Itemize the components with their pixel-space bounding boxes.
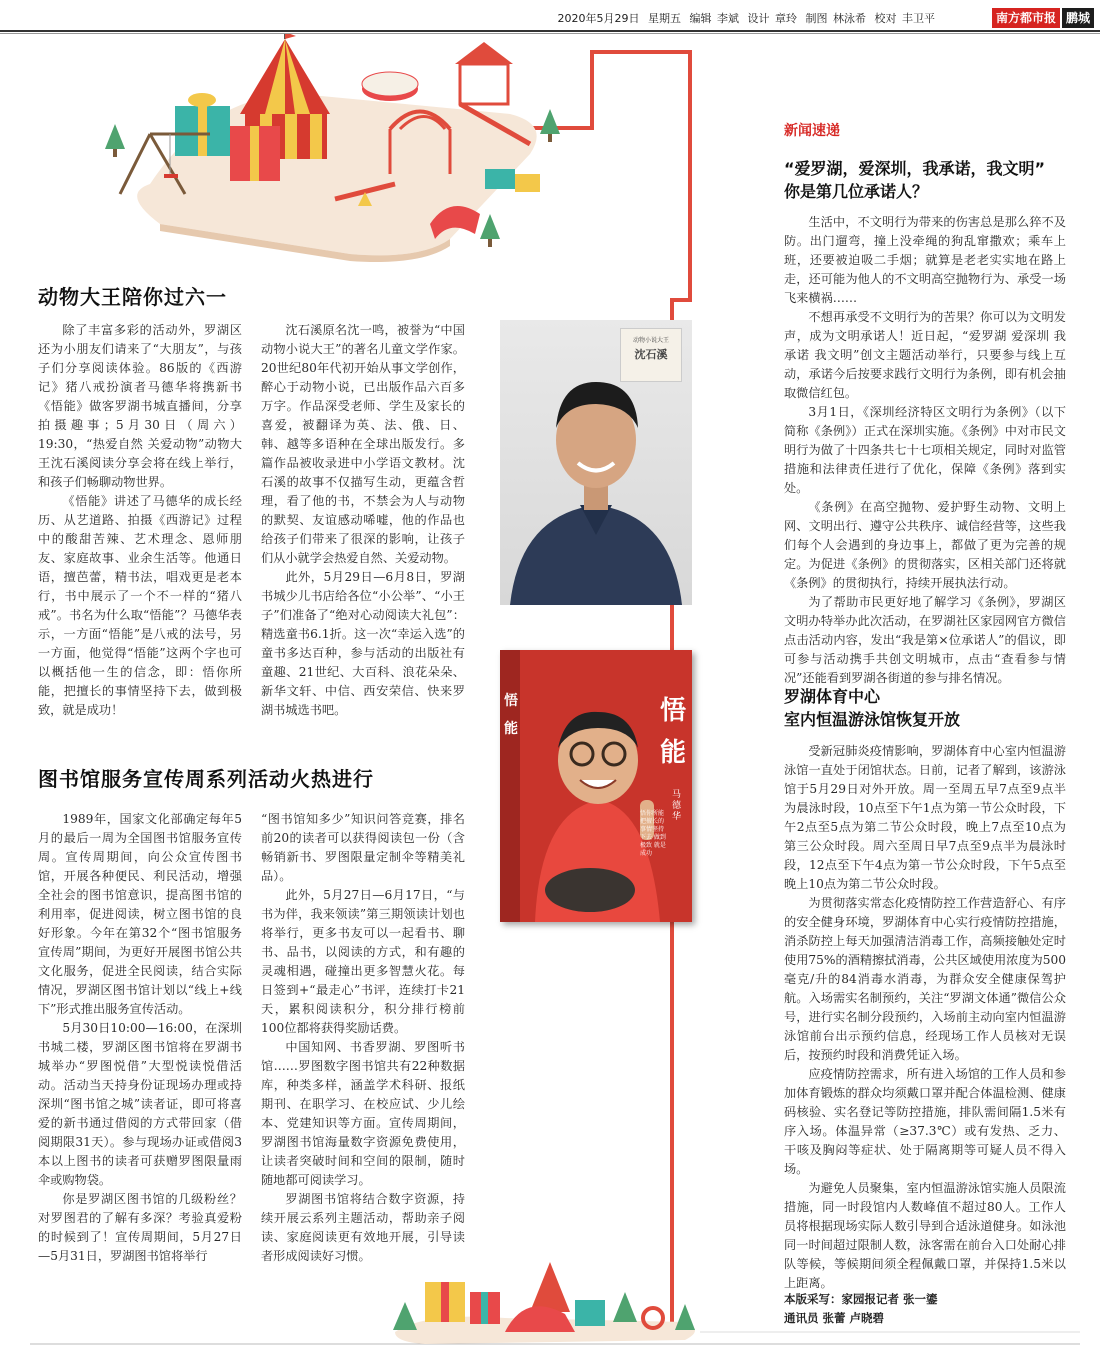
byline-correspondents: 通讯员 张蕾 卢晓碧: [784, 1311, 885, 1325]
weekday: 星期五: [648, 12, 681, 25]
issue-date: 2020年5月29日: [557, 12, 640, 25]
article1-title: 动物大王陪你过六一: [38, 285, 227, 309]
sidebar-tag: 新闻速递: [784, 123, 840, 139]
article1-col2: [261, 321, 465, 720]
author-photo: [500, 320, 692, 605]
story2-headline-line1: 罗湖体育中心: [784, 687, 881, 706]
article1-col1-para: 《悟能》讲述了马德华的成长经历、从艺道路、拍摄《西游记》过程中的酸甜苦辣、艺术理念、恩师朋友、家庭故事、业余生活等。他通日语，擅芭蕾，精书法，唱戏更是老本行，书中展示了一个不一样的“猪八戒”。书名为什么取“悟能”？马德华表示，一方面“悟能”是八戒的法号，另一方面，他觉得“悟能”这两个字也可以概括他一生的信念，即：悟你所能，把擅长的事情坚持下去，做到极致，就是成功！: [38, 494, 242, 717]
proof-label: 校对: [874, 12, 897, 25]
story1-para: 3月1日，《深圳经济特区文明行为条例》（以下简称《条例》）正式在深圳实施。《条例》中对市民文明行为做了十四条共七十七项相关规定，同时对监管措施和法律责任进行了优化，保障《条例》落到实处。: [784, 405, 1066, 495]
book-small: [620, 328, 682, 382]
story1-para: 不想再承受不文明行为的苦果？你可以为文明发声，成为文明承诺人！近日起，“爱罗湖 爱深圳 我承诺 我文明”创文主题活动举行，只要参与线上互动，承诺今后按要求践行文明行为条例，即有机会抽取微信红包。: [784, 310, 1066, 400]
editor-name: 李斌: [717, 12, 739, 25]
sidebar-story1-body: [784, 213, 1066, 688]
article2-col2-para: 中国知网、书香罗湖、罗图听书馆……罗图数字图书馆共有22种数据库，种类多样，涵盖学术科研、报纸期刊、在职学习、在校应试、少儿绘本、党建知识等方面。宣传周期间，罗湖图书馆海量数字资源免费使用，让读者突破时间和空间的限制，随时随地都可阅读学习。: [261, 1040, 465, 1187]
chart-label: 制图: [805, 12, 828, 25]
book2-cover-title-b: 能: [660, 738, 687, 768]
article2-title: 图书馆服务宣传周系列活动火热进行: [38, 767, 374, 791]
sidebar-story1-headline: [784, 157, 1074, 203]
designer-name: 章玲: [775, 12, 797, 25]
carousel-icon: [362, 72, 418, 101]
story1-headline-line2: 你是第几位承诺人？: [784, 182, 929, 201]
article1-col1: [38, 321, 242, 720]
paper-name: 南方都市报: [992, 8, 1060, 28]
article1-col2-para: 此外，5月29日—6月8日，罗湖书城少儿书店给各位“小公举”、“小王子”们准备了“绝对心动阅读大礼包”：精选童书6.1折。这一次“幸运入选”的童书多达百种，参与活动的出版社有童趣、21世纪、大百科、浪花朵朵、新华文轩、中信、西安荣信、快来罗湖书城选书吧。: [261, 570, 465, 717]
article2-col1-para: 你是罗湖区图书馆的几级粉丝？对罗图君的了解有多深？考验真爱粉的时候到了！宣传周期间，5月27日—5月31日，罗湖图书馆将举行: [38, 1192, 242, 1263]
sidebar-story2-body: [784, 742, 1066, 1293]
article2-col1-para: 5月30日10:00—16:00，在深圳书城二楼，罗湖区图书馆将在罗湖书城举办“罗图悦借”大型悦读悦借活动。活动当天持身份证现场办理或持深圳“图书馆之城”读者证，即可将喜爱的新书通过借阅的方式带回家（借阅期限31天）。参与现场办证或借阅3本以上图书的读者可获赠罗图限量雨伞或购物袋。: [38, 1021, 242, 1187]
story2-headline-line2: 室内恒温游泳馆恢复开放: [784, 710, 961, 729]
book2-cover-title-a: 悟: [660, 696, 687, 726]
story1-headline-line1: “爱罗湖，爱深圳，我承诺，我文明”: [784, 159, 1046, 178]
story2-para: 受新冠肺炎疫情影响，罗湖体育中心室内恒温游泳馆一直处于闭馆状态。日前，记者了解到，该游泳馆于5月29日对外开放。周一至周五早7点至9点半为晨泳时段，10点至下午1点为第一节公众时段，下午2点至5点为第二节公众时段，晚上7点至10点为第三公众时段。周六至周日早7点至9点半为晨泳时段，12点至下午4点为第一节公众时段，下午5点至晚上10点为第二节公众时段。: [784, 744, 1066, 891]
article2-col1-para: 1989年，国家文化部确定每年5月的最后一周为全国图书馆服务宣传周。宣传周期间，向公众宣传图书馆，开展各种便民、利民活动，增强全社会的图书馆意识，提高图书馆的利用率，促进阅读，树立图书馆的良好形象。今年在第32个“图书馆服务宣传周”期间，为更好开展图书馆公共文化服务，促进全民阅读，结合实际情况，罗湖区图书馆计划以“线上+线下”形式推出服务宣传活动。: [38, 812, 242, 1016]
story2-para: 为贯彻落实常态化疫情防控工作营造舒心、有序的安全健身环境，罗湖体育中心实行疫情防控措施，消杀防控上每天加强清洁消毒工作，高频接触处定时使用75%的酒精擦拭消毒，公共区域使用浓度为500毫克/升的84消毒水消毒，为群众安全健康保驾护航。入场需实名制预约，关注“罗湖文体通”微信公众号，进行实名制分段预约，入场前主动向室内恒温游泳馆前台出示预约信息，经现场工作人员核对无误后，按预约时段和消费凭证入场。: [784, 896, 1066, 1062]
book2-blurb: 悟你所能 把擅长的事情坚持下去 做到极致 就是成功: [640, 810, 666, 857]
article1-col2-para: 沈石溪原名沈一鸣，被誉为“中国动物小说大王”的著名儿童文学作家。20世纪80年代初开始从事文学创作，醉心于动物小说，已出版作品六百多万字。作品深受老师、学生及家长的喜爱，被翻译为英、法、俄、日、韩、越等多语种在全球出版发行。多篇作品被收录进中小学语文教材。沈石溪的故事不仅描写生动，更蕴含哲理，看了他的书，不禁会为人与动物的默契、友谊感动唏嘘，他的作品也给孩子们带来了很深的影响，让孩子们从小就学会热爱自然、关爱动物。: [261, 323, 465, 565]
book1-series: 动物小说大王: [632, 337, 669, 344]
story1-para: 生活中，不文明行为带来的伤害总是那么猝不及防。出门遛弯，撞上没牵绳的狗乱窜撒欢；乘车上班，还要被迫吸二手烟；就算是老老实实地在路上走，还可能为他人的不文明高空抛物行为、承受一场飞来横祸……: [784, 215, 1066, 305]
design-label: 设计: [747, 12, 770, 25]
chart-name: 林泳希: [833, 12, 866, 25]
article2-col2: [261, 810, 465, 1266]
article2-col2-para: 罗湖图书馆将结合数字资源，持续开展云系列主题活动，帮助亲子阅读、家庭阅读更有效地开展，引导读者形成阅读好习惯。: [261, 1192, 465, 1263]
book1-title: 沈石溪: [634, 348, 668, 361]
byline: [784, 1290, 938, 1328]
cover-figure: [500, 650, 692, 922]
byline-reporter: 本版采写：家园报记者 张一鎏: [784, 1292, 938, 1306]
sidebar-story2-headline: [784, 685, 1074, 731]
footer-illustration: [385, 1252, 715, 1348]
book2-title-a: 悟: [504, 693, 518, 709]
article2-col2-para: “图书馆知多少”知识问答竞赛，排名前20的读者可以获得阅读包一份（含畅销新书、罗图限量定制伞等精美礼品）。: [261, 812, 465, 883]
story1-para: 《条例》在高空抛物、爱护野生动物、文明上网、文明出行、遵守公共秩序、诚信经营等，这些我们每个人会遇到的身边事上，都做了更为完善的规定。为促进《条例》的贯彻落实，区相关部门还将就《条例》的贯彻执行，持续开展执法行动。: [784, 500, 1066, 590]
story2-para: 应疫情防控需求，所有进入场馆的工作人员和参加体育锻炼的群众均须戴口罩并配合体温检测、健康码核验、实名登记等防控措施，排队需间隔1.5米有序入场。体温异常（≥37.3℃）或有发热、乏力、干咳及胸闷等症状、处于隔离期等可疑人员不得入场。: [784, 1067, 1066, 1176]
playground-illustration: [90, 34, 590, 262]
proofer-name: 丰卫平: [902, 12, 935, 25]
book2-title-b: 能: [504, 721, 518, 737]
book2-author: 马德华: [672, 790, 682, 822]
editor-label: 编辑: [689, 12, 712, 25]
book-cover-photo: [500, 650, 692, 922]
article1-col1-para: 除了丰富多彩的活动外，罗湖区还为小朋友们请来了“大朋友”，与孩子们分享阅读体验。86版的《西游记》猪八戒扮演者马德华将携新书《悟能》做客罗湖书城直播间，分享拍摄趣事；5月30日（周六）19:30，“热爱自然 关爱动物”动物大王沈石溪阅读分享会将在线上举行，和孩子们畅聊动物世界。: [38, 323, 242, 489]
article2-col2-para: 此外，5月27日—6月17日，“与书为伴，我来领读”第三期领读计划也将举行，更多书友可以一起看书、聊书、品书，以阅读的方式，和有趣的灵魂相遇，碰撞出更多智慧火花。每日签到+“最走心”书评，连续打卡21天，累积阅读积分，积分排行榜前100位都将获得奖励话费。: [261, 888, 465, 1035]
article2-col1: [38, 810, 242, 1266]
edition-name: 鹏城: [1062, 8, 1094, 28]
story2-para: 为避免人员聚集，室内恒温游泳馆实施人员限流措施，同一时段馆内人数峰值不超过80人。工作人员将根据现场实际人数引导到合适泳道健身。如泳池同一时间超过限制人数，泳客需在前台入口处耐心排队等候，等候期间须全程佩戴口罩，并保持1.5米以上距离。: [784, 1181, 1066, 1290]
story1-para: 为了帮助市民更好地了解学习《条例》，罗湖区文明办特举办此次活动，在罗湖社区家园网官方微信点击活动内容，发出“我是第×位承诺人”的倡议，即可参与活动携手共创文明城市，点击“查看参与情况”还能看到罗湖各街道的参与排名情况。: [784, 595, 1066, 685]
